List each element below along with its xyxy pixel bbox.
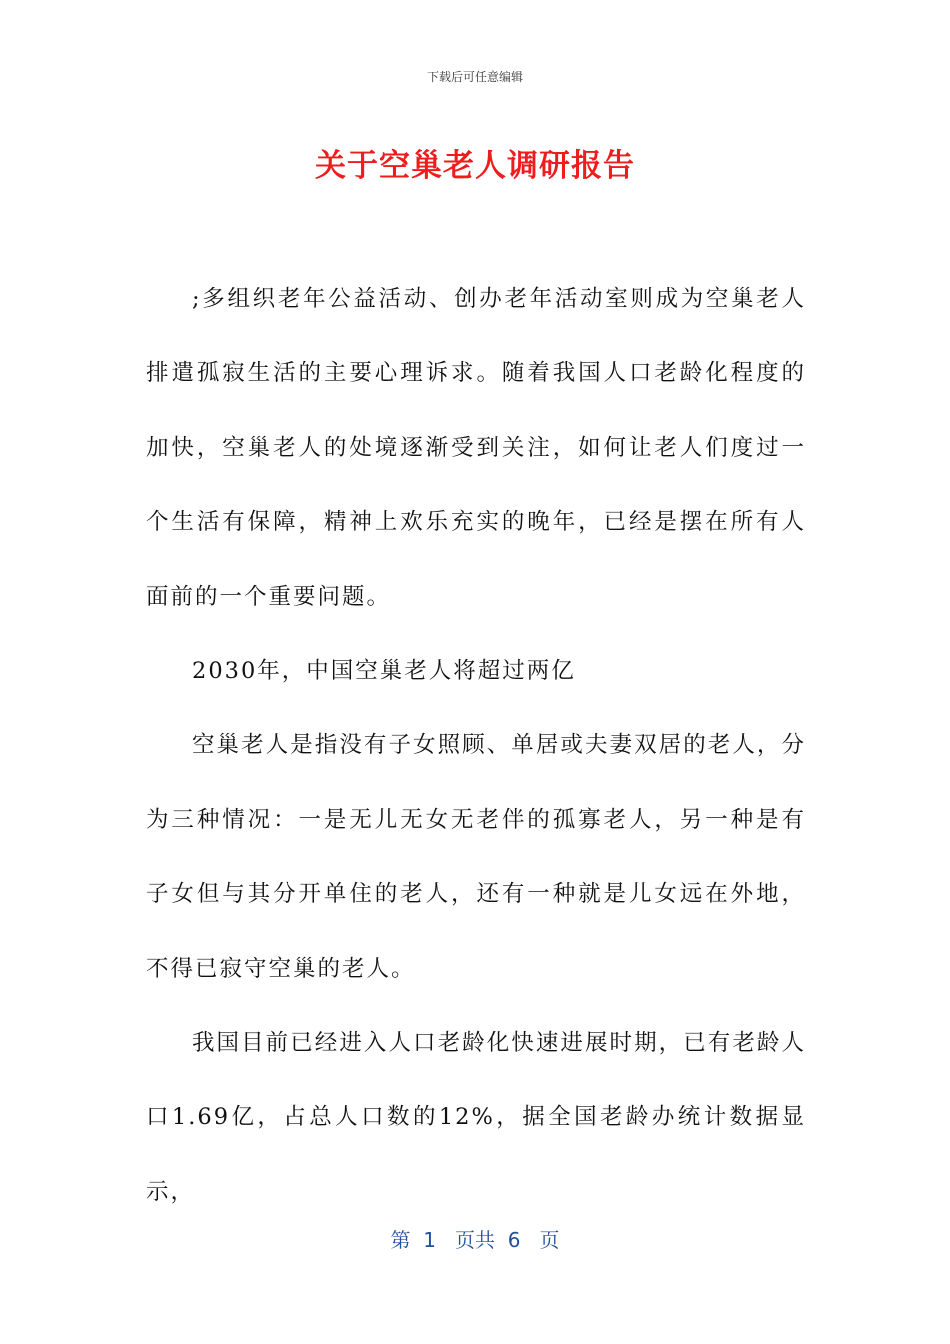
paragraph: 空巢老人是指没有子女照顾、单居或夫妻双居的老人，分为三种情况：一是无儿无女无老伴的孤寡老人，另一种是有子女但与其分开单住的老人，还有一种就是儿女远在外地，不得已寂守空巢的老人。 [146,732,806,982]
paragraph: 我国目前已经进入人口老龄化快速进展时期，已有老龄人口1.69亿，占总人口数的12%，据全国老龄办统计数据显示， [146,1030,806,1205]
paragraph: ;多组织老年公益活动、创办老年活动室则成为空巢老人排遣孤寂生活的主要心理诉求。随着我国人口老龄化程度的加快，空巢老人的处境逐渐受到关注，如何让老人们度过一个生活有保障，精神上欢乐充实的晚年，已经是摆在所有人面前的一个重要问题。 [146,286,806,610]
header-note: 下载后可任意编辑 [426,70,523,84]
document-body [146,262,806,1229]
page-number: 第 1 页共 6 页 [390,1228,560,1252]
document-title: 关于空巢老人调研报告 [315,148,635,184]
paragraph: 2030年，中国空巢老人将超过两亿 [192,658,576,685]
